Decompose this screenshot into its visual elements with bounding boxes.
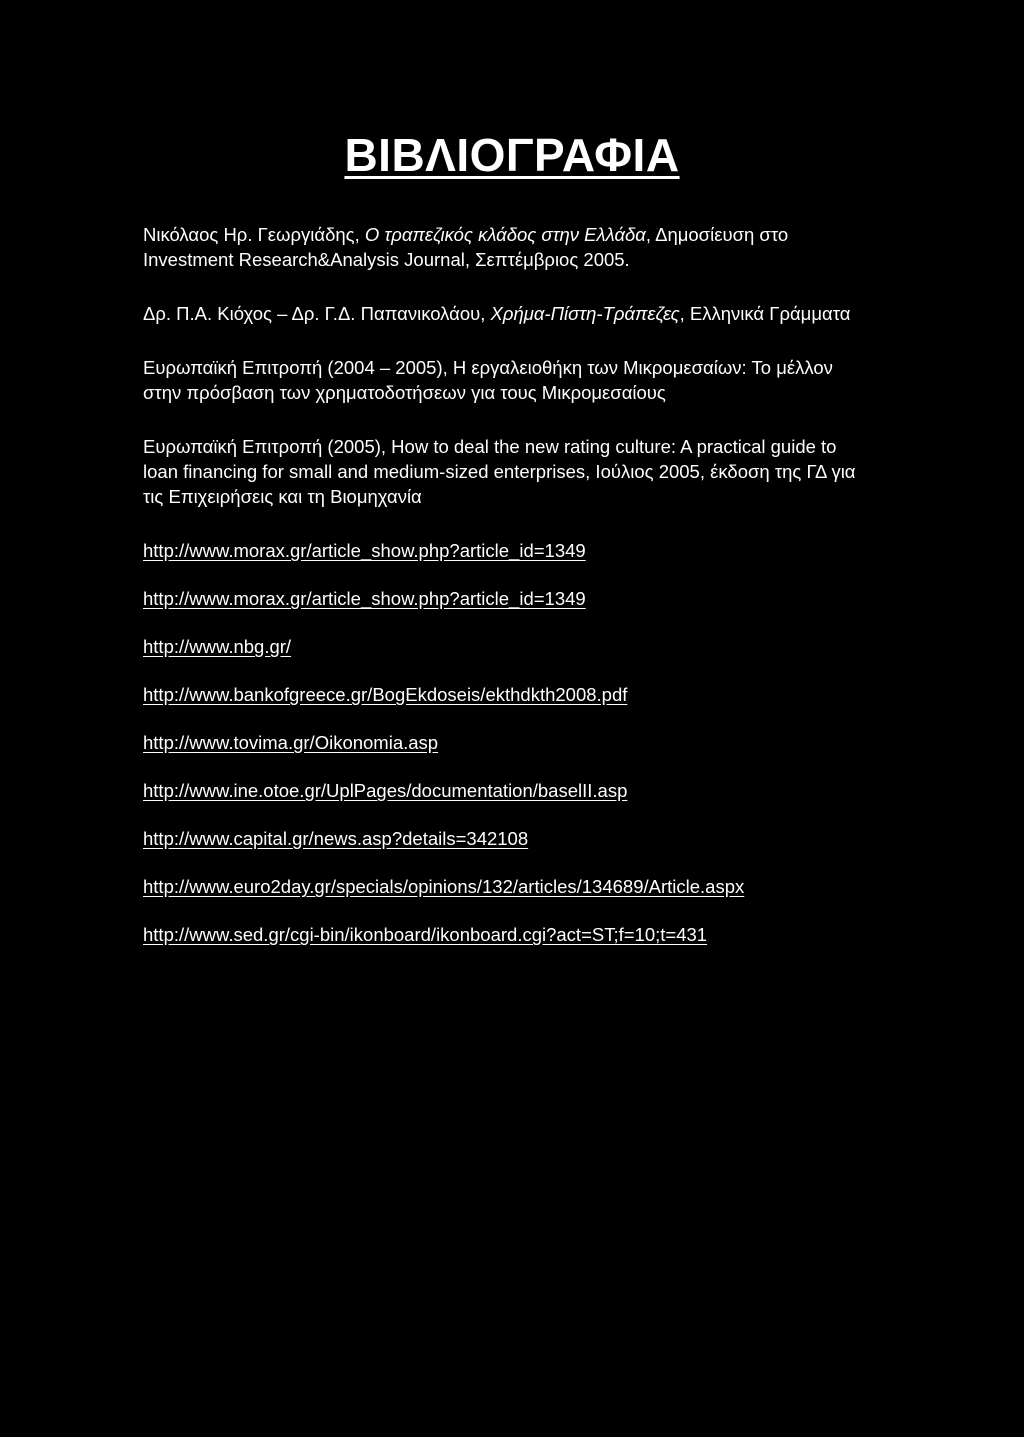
link-tovima[interactable]: http://www.tovima.gr/Oikonomia.asp — [143, 732, 439, 753]
link-euro2day[interactable]: http://www.euro2day.gr/specials/opinions/132/articles/134689/Article.aspx — [143, 876, 745, 897]
reference-georgiadis — [143, 222, 863, 272]
reference-publisher: , Ελληνικά Γράμματα — [679, 303, 851, 324]
reference-title: Ο τραπεζικός κλάδος στην Ελλάδα — [364, 224, 646, 245]
reference-publication: , Δημοσίευση στο — [645, 224, 789, 245]
reference-journal: Investment Research&Analysis Journal, Σεπτέμβριος 2005. — [143, 249, 630, 270]
link-list — [143, 538, 863, 947]
link-bankofgreece[interactable]: http://www.bankofgreece.gr/BogEkdoseis/ekthdkth2008.pdf — [143, 684, 628, 705]
reference-eu-rating-guide: Ευρωπαϊκή Επιτροπή (2005), How to deal the new rating culture: A practical guide to loan financing for small and medium-sized enterprises, Ιούλιος 2005, έκδοση της ΓΔ για τις Επιχειρήσεις και τη Βιομηχανία — [143, 436, 856, 507]
link-ine-otoe[interactable]: http://www.ine.otoe.gr/UplPages/documentation/baselII.asp — [143, 780, 628, 801]
reference-authors: Δρ. Π.Α. Κιόχος – Δρ. Γ.Δ. Παπανικολάου, — [143, 303, 491, 324]
reference-title: Χρήμα-Πίστη-Τράπεζες — [490, 303, 680, 324]
link-morax-1[interactable]: http://www.morax.gr/article_show.php?article_id=1349 — [143, 540, 586, 561]
reference-list — [143, 222, 863, 970]
link-sed[interactable]: http://www.sed.gr/cgi-bin/ikonboard/ikonboard.cgi?act=ST;f=10;t=431 — [143, 924, 708, 945]
reference-eu-toolkit: Ευρωπαϊκή Επιτροπή (2004 – 2005), Η εργαλειοθήκη των Μικρομεσαίων: Το μέλλον στην πρόσβαση των χρηματοδοτήσεων για τους Μικρομεσαίους — [143, 357, 833, 403]
link-morax-2[interactable]: http://www.morax.gr/article_show.php?article_id=1349 — [143, 588, 586, 609]
link-nbg[interactable]: http://www.nbg.gr/ — [143, 636, 292, 657]
page-title: ΒΙΒΛΙΟΓΡΑΦΙΑ — [344, 129, 680, 181]
reference-authors: Νικόλαος Ηρ. Γεωργιάδης, — [143, 224, 365, 245]
link-capital[interactable]: http://www.capital.gr/news.asp?details=342108 — [143, 828, 529, 849]
reference-kiochos — [143, 301, 863, 326]
